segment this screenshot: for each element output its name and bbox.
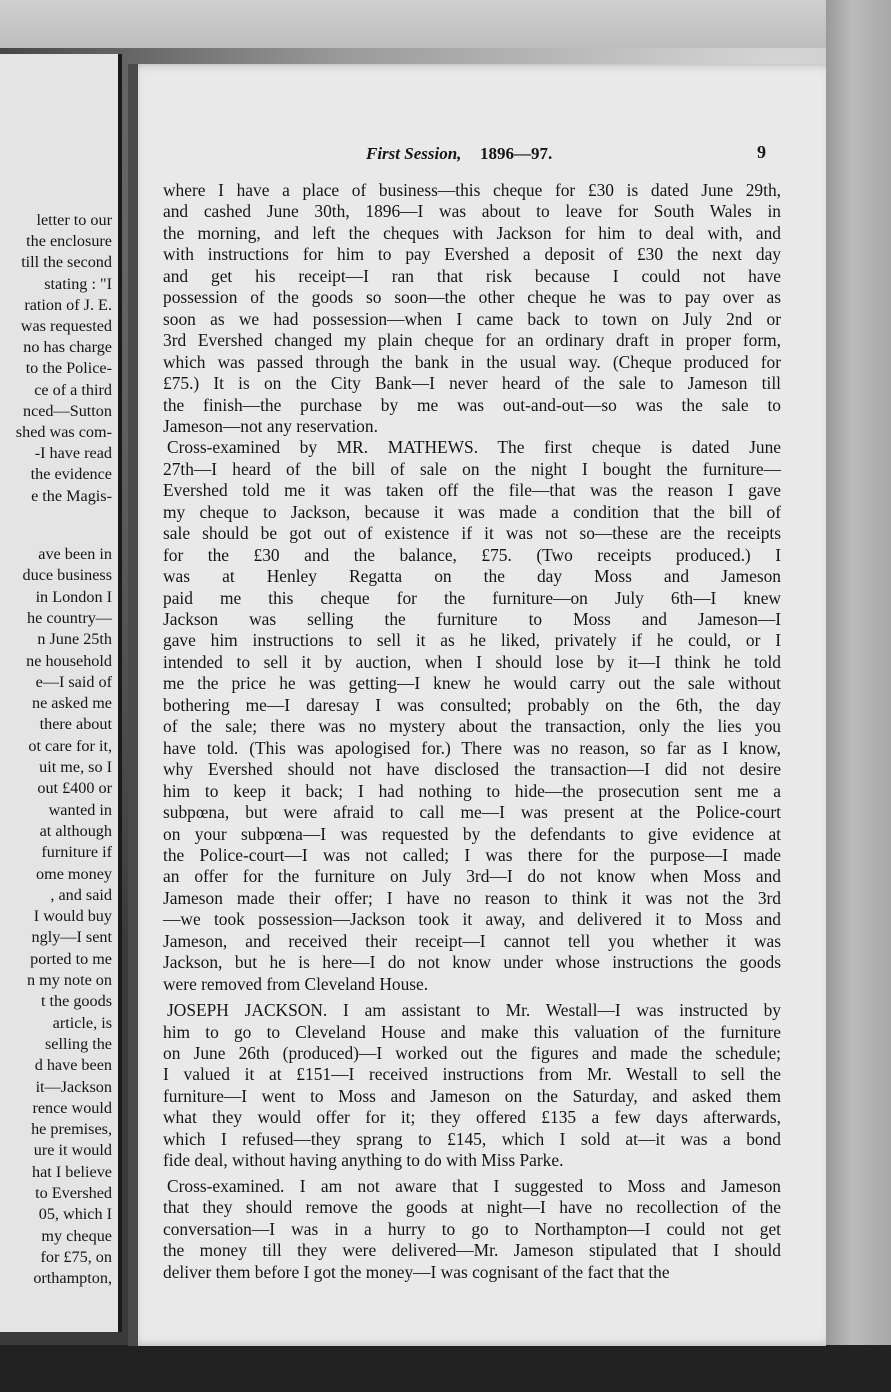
left-page-line: duce business (22, 566, 112, 585)
left-page-line: ported to me (30, 949, 112, 968)
left-page-line: 05, which I (38, 1205, 112, 1224)
left-page-line: n June 25th (37, 630, 112, 649)
body-line: intended to sell it by auction, when I should lose by it—I think he told (163, 651, 781, 672)
left-page-line: rence would (32, 1098, 112, 1117)
running-header-title: First Session, (366, 144, 462, 163)
body-line: have told. (This was apologised for.) There was no reason, so far as I know, (163, 737, 781, 758)
running-header-year: 1896—97. (480, 144, 553, 163)
left-page-line: , and said (50, 885, 112, 904)
left-page-line: ngly—I sent (31, 928, 112, 947)
left-page-line: ure it would (33, 1141, 112, 1160)
body-line: and get his receipt—I ran that risk because I could not have (163, 265, 781, 286)
body-line: which I refused—they sprang to £145, which I sold at—it was a bond (163, 1128, 781, 1149)
left-page-line: shed was com- (15, 423, 112, 441)
left-page-line: article, is (52, 1013, 112, 1032)
body-line: what they would offer for it; they offered £135 a few days afterwards, (163, 1107, 781, 1128)
left-page-line: it—Jackson (35, 1077, 112, 1096)
body-line: JOSEPH JACKSON. I am assistant to Mr. Westall—I was instructed by (167, 1000, 781, 1021)
left-page-line: the enclosure (26, 232, 112, 251)
left-page-line: the evidence (30, 465, 112, 484)
body-line: I valued it at £151—I received instructions from Mr. Westall to sell the (163, 1064, 781, 1085)
body-line: 3rd Evershed changed my plain cheque for an ordinary draft in proper form, (163, 330, 781, 351)
body-line: of the sale; there was no mystery about the transaction, only the lies you (163, 716, 781, 737)
left-page-line: t the goods (40, 992, 112, 1011)
body-line: Jameson, and received their receipt—I cannot tell you whether it was (163, 930, 781, 951)
left-page-line: ne household (26, 651, 112, 670)
left-page-line: selling the (45, 1034, 112, 1053)
body-line: deliver them before I got the money—I was cognisant of the fact that the (163, 1261, 670, 1282)
left-page-line: ce of a third (34, 380, 112, 399)
left-page-line: furniture if (41, 843, 112, 862)
body-line: £75.) It is on the City Bank—I never heard of the sale to Jameson till (163, 373, 781, 394)
left-page-line: out £400 or (37, 779, 112, 798)
body-line: with instructions for him to pay Evershed a deposit of £30 the next day (163, 244, 781, 265)
left-page-line: ome money (36, 864, 112, 883)
left-page-line: I would buy (33, 907, 112, 926)
left-page-line: for £75, on (40, 1247, 112, 1266)
body-line: conversation—I was in a hurry to go to Northampton—I could not get (163, 1218, 781, 1239)
left-page-line: there about (39, 715, 112, 734)
left-page-line: my cheque (41, 1226, 112, 1245)
body-line: that they should remove the goods at night—I have no recollection of the (163, 1197, 781, 1218)
left-page-line: ot care for it, (28, 736, 112, 755)
left-page-line: ave been in (38, 545, 112, 563)
body-line: for the £30 and the balance, £75. (Two receipts produced.) I (163, 544, 781, 565)
body-line: which was passed through the bank in the usual way. (Cheque produced for (163, 351, 781, 372)
body-line: Jameson made their offer; I have no reason to think it was not the 3rd (163, 887, 781, 908)
body-line: an offer for the furniture on July 3rd—I do not know when Moss and (163, 866, 781, 887)
left-page-line: uit me, so I (39, 758, 112, 776)
body-line: was at Henley Regatta on the day Moss and Jameson (163, 566, 781, 587)
body-line: bothering me—I daresay I was consulted; probably on the 6th, the day (163, 694, 781, 715)
scan-top-margin (0, 0, 891, 48)
body-line: the Police-court—I was not called; I was there for the purpose—I made (163, 844, 781, 865)
body-line: Jackson, but he is here—I do not know under whose instructions the goods (163, 952, 781, 973)
left-page-line: to Evershed (35, 1184, 112, 1202)
body-line: furniture—I went to Moss and Jameson on the Saturday, and asked them (163, 1085, 781, 1106)
body-line: Jackson was selling the furniture to Moss and Jameson—I (163, 609, 781, 629)
left-page-line: was requested (20, 317, 112, 335)
page-number: 9 (757, 142, 766, 162)
body-line: on your subpœna—I was requested by the defendants to give evidence at (163, 823, 781, 844)
left-page-line: orthampton, (33, 1269, 112, 1288)
body-line: the morning, and left the cheques with Jackson for him to deal with, and (163, 222, 781, 243)
body-line: my cheque to Jackson, because it was made a condition that the bill of (163, 501, 781, 522)
body-line: Evershed told me it was taken off the file—that was the reason I gave (163, 480, 781, 501)
left-page-line: no has charge (23, 338, 112, 357)
left-page-line: at although (39, 821, 112, 840)
body-line: 27th—I heard of the bill of sale on the night I bought the furniture— (163, 458, 781, 479)
body-line: where I have a place of business—this cheque for £30 is dated June 29th, (163, 180, 781, 200)
body-line: were removed from Cleveland House. (163, 973, 429, 994)
body-line: sale should be got out of existence if it was not so—these are the receipts (163, 523, 781, 544)
left-page-line: ne asked me (31, 694, 112, 713)
left-page-line: nced—Sutton (22, 401, 112, 420)
body-line: on June 26th (produced)—I worked out the figures and made the schedule; (163, 1043, 781, 1063)
scan-bottom-edge (0, 1345, 891, 1392)
scan-right-margin (826, 0, 891, 1392)
left-page-line: he premises, (31, 1120, 112, 1139)
left-page-line: letter to our (36, 211, 112, 229)
body-line: gave him instructions to sell it as he liked, privately if he could, or I (163, 630, 781, 651)
body-line: Cross-examined. I am not aware that I suggested to Moss and Jameson (167, 1175, 781, 1196)
left-page-line: d have been (34, 1056, 112, 1075)
body-line: him to keep it back; I had nothing to hide—the prosecution sent me a (163, 780, 781, 801)
left-page-line: hat I believe (32, 1162, 112, 1181)
left-page-line: stating : "I (44, 274, 112, 293)
body-line: subpœna, but were afraid to call me—I was present at the Police-court (163, 802, 781, 823)
left-page-line: n my note on (27, 971, 112, 989)
body-line: —we took possession—Jackson took it away, and delivered it to Moss and (163, 909, 781, 930)
body-line: possession of the goods so soon—the other cheque he was to pay over as (163, 287, 781, 308)
left-facing-page (0, 54, 122, 1332)
body-line: soon as we had possession—when I came back to town on July 2nd or (163, 308, 781, 329)
body-line: and cashed June 30th, 1896—I was about to leave for South Wales in (163, 201, 781, 222)
body-line: why Evershed should not have disclosed the transaction—I did not desire (163, 759, 781, 780)
left-page-line: to the Police- (25, 359, 112, 378)
body-line: me the price he was getting—I knew he would carry out the sale without (163, 673, 781, 694)
body-line: fide deal, without having anything to do with Miss Parke. (163, 1150, 564, 1171)
left-page-line: ration of J. E. (24, 295, 112, 314)
body-line: the money till they were delivered—Mr. Jameson stipulated that I should (163, 1240, 781, 1261)
left-page-line: in London I (35, 587, 112, 606)
body-line: the finish—the purchase by me was out-and-out—so was the sale to (163, 394, 781, 415)
body-line: Jameson—not any reservation. (163, 415, 378, 436)
body-line: Cross-examined by MR. MATHEWS. The first cheque is dated June (167, 437, 781, 458)
body-line: paid me this cheque for the furniture—on July 6th—I knew (163, 587, 781, 608)
left-page-line: -I have read (34, 444, 112, 463)
left-page-line: wanted in (48, 800, 112, 819)
left-page-line: e the Magis- (31, 486, 112, 505)
left-page-line: till the second (21, 253, 112, 272)
body-line: him to go to Cleveland House and make this valuation of the furniture (163, 1021, 781, 1042)
left-page-line: e—I said of (35, 672, 112, 691)
left-page-line: he country— (27, 608, 112, 627)
